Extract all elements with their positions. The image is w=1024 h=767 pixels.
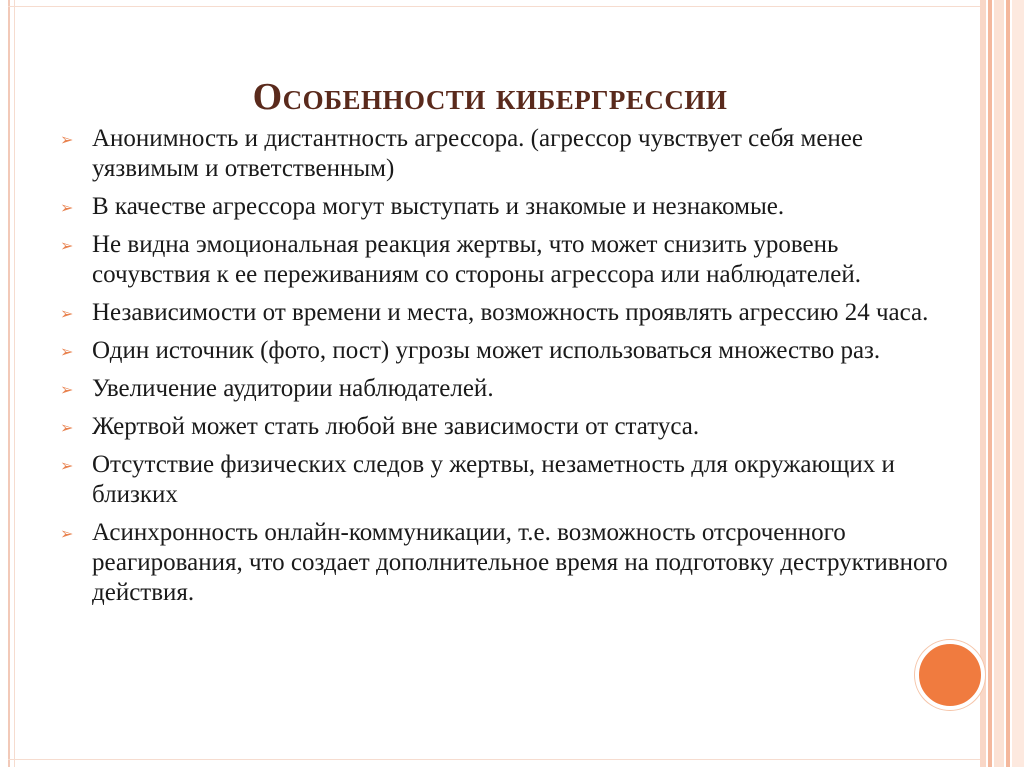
bullet-text: Увеличение аудитории наблюдателей. bbox=[92, 375, 494, 402]
bullet-text: Отсутствие физических следов у жертвы, незаметность для окружающих и близких bbox=[92, 451, 895, 508]
arrow-bullet-icon: ➢ bbox=[60, 198, 74, 217]
right-stripe bbox=[988, 0, 992, 767]
bullet-item bbox=[60, 450, 960, 510]
bullet-text: Анонимность и дистантность агрессора. (агрессор чувствует себя менее уязвимым и ответственным) bbox=[92, 125, 863, 182]
bullet-item bbox=[60, 336, 960, 366]
arrow-bullet-icon: ➢ bbox=[60, 380, 74, 399]
decorative-circle bbox=[915, 640, 985, 710]
arrow-bullet-icon: ➢ bbox=[60, 342, 74, 361]
arrow-bullet-icon: ➢ bbox=[60, 236, 74, 255]
arrow-bullet-icon: ➢ bbox=[60, 304, 74, 323]
right-stripe bbox=[994, 0, 1004, 767]
bullet-text: Асинхронность онлайн-коммуникации, т.е. возможность отсроченного реагирования, что создает дополнительное время на подготовку деструктивного действия. bbox=[92, 519, 948, 606]
bullet-text: Один источник (фото, пост) угрозы может использоваться множество раз. bbox=[92, 337, 881, 364]
bullet-text: В качестве агрессора могут выступать и знакомые и незнакомые. bbox=[92, 193, 785, 220]
slide-title: Особенности кибергрессии bbox=[252, 76, 728, 119]
right-stripe bbox=[980, 0, 986, 767]
bullet-item bbox=[60, 230, 960, 290]
arrow-bullet-icon: ➢ bbox=[60, 130, 74, 149]
bullet-item bbox=[60, 412, 960, 442]
bullet-item bbox=[60, 374, 960, 404]
bullet-item bbox=[60, 518, 960, 608]
bullet-text: Жертвой может стать любой вне зависимости от статуса. bbox=[92, 413, 700, 440]
arrow-bullet-icon: ➢ bbox=[60, 456, 74, 475]
bullet-text: Не видна эмоциональная реакция жертвы, что может снизить уровень сочувствия к ее переживаниям со стороны агрессора или наблюдателей. bbox=[92, 231, 861, 288]
frame-top-line bbox=[8, 6, 980, 7]
arrow-bullet-icon: ➢ bbox=[60, 524, 74, 543]
bullet-item bbox=[60, 192, 960, 222]
bullet-item bbox=[60, 124, 960, 184]
frame-bottom-line bbox=[8, 759, 980, 760]
bullet-list bbox=[60, 124, 960, 616]
bullet-text: Независимости от времени и места, возможность проявлять агрессию 24 часа. bbox=[92, 299, 929, 326]
right-stripe bbox=[1006, 0, 1010, 767]
right-stripe bbox=[1012, 0, 1024, 767]
arrow-bullet-icon: ➢ bbox=[60, 418, 74, 437]
bullet-item bbox=[60, 298, 960, 328]
